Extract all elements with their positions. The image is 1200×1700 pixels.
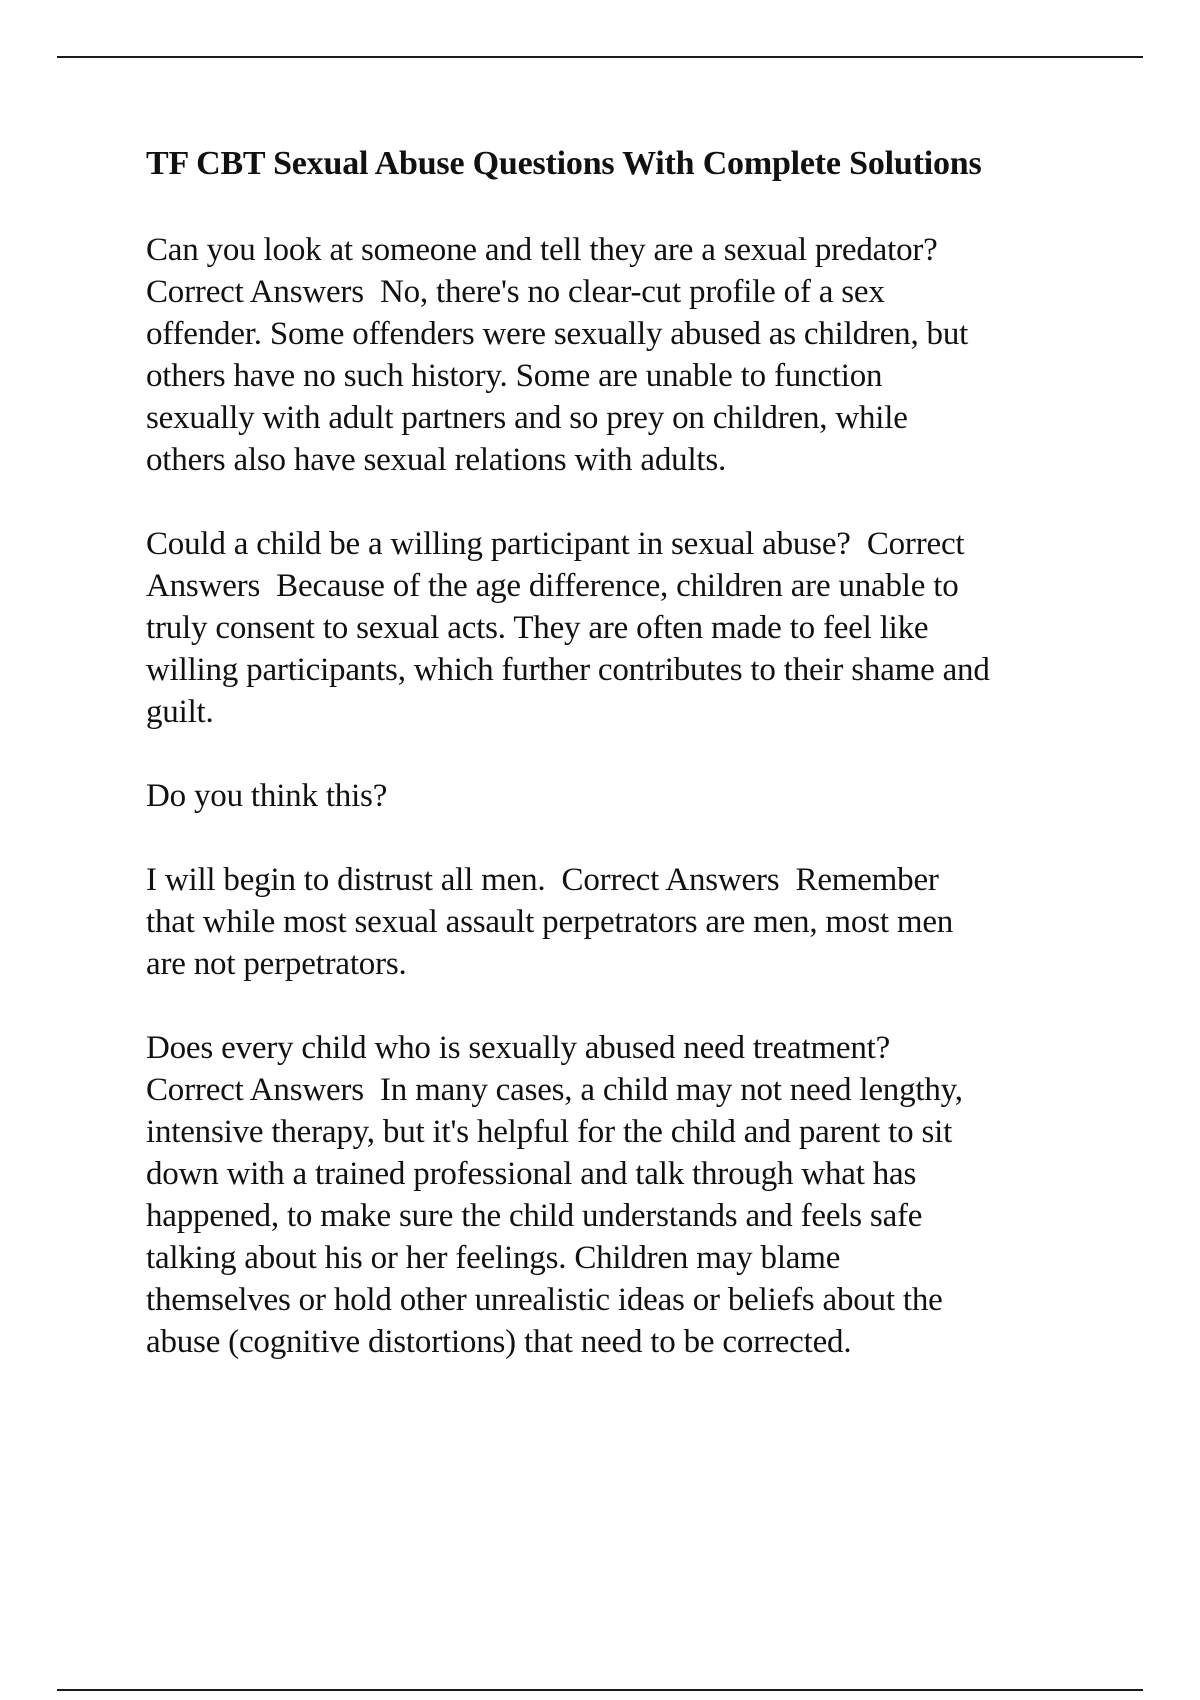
text-line: offender. Some offenders were sexually abused as children, but <box>146 316 969 352</box>
paragraph-3 <box>146 775 1101 817</box>
document-title: TF CBT Sexual Abuse Questions With Complete Solutions <box>146 145 982 182</box>
text-line: themselves or hold other unrealistic ideas or beliefs about the <box>146 1282 943 1318</box>
text-line: Correct Answers No, there's no clear-cut profile of a sex <box>146 274 885 310</box>
page-top-rule <box>57 56 1143 58</box>
text-line: are not perpetrators. <box>146 946 407 982</box>
text-line: talking about his or her feelings. Children may blame <box>146 1240 841 1276</box>
text-line: guilt. <box>146 694 214 730</box>
document-body <box>146 143 1101 1405</box>
text-line: happened, to make sure the child understands and feels safe <box>146 1198 923 1234</box>
text-line: down with a trained professional and talk through what has <box>146 1156 917 1192</box>
paragraph-5 <box>146 1027 1101 1363</box>
text-line: Answers Because of the age difference, children are unable to <box>146 568 959 604</box>
text-line: others also have sexual relations with adults. <box>146 442 727 478</box>
page-bottom-rule <box>57 1689 1143 1691</box>
text-line: Does every child who is sexually abused need treatment? <box>146 1030 891 1066</box>
text-line: abuse (cognitive distortions) that need to be corrected. <box>146 1324 852 1360</box>
text-line: willing participants, which further contributes to their shame and <box>146 652 990 688</box>
text-line: intensive therapy, but it's helpful for the child and parent to sit <box>146 1114 953 1150</box>
paragraph-2 <box>146 523 1101 733</box>
text-line: Do you think this? <box>146 778 388 814</box>
text-line: Correct Answers In many cases, a child may not need lengthy, <box>146 1072 963 1108</box>
text-line: others have no such history. Some are unable to function <box>146 358 883 394</box>
text-line: Can you look at someone and tell they are a sexual predator? <box>146 232 938 268</box>
text-line: Could a child be a willing participant in sexual abuse? Correct <box>146 526 965 562</box>
paragraph-1 <box>146 229 1101 481</box>
text-line: truly consent to sexual acts. They are often made to feel like <box>146 610 929 646</box>
text-line: sexually with adult partners and so prey on children, while <box>146 400 908 436</box>
paragraph-4 <box>146 859 1101 985</box>
text-line: that while most sexual assault perpetrators are men, most men <box>146 904 954 940</box>
text-line: I will begin to distrust all men. Correct Answers Remember <box>146 862 939 898</box>
